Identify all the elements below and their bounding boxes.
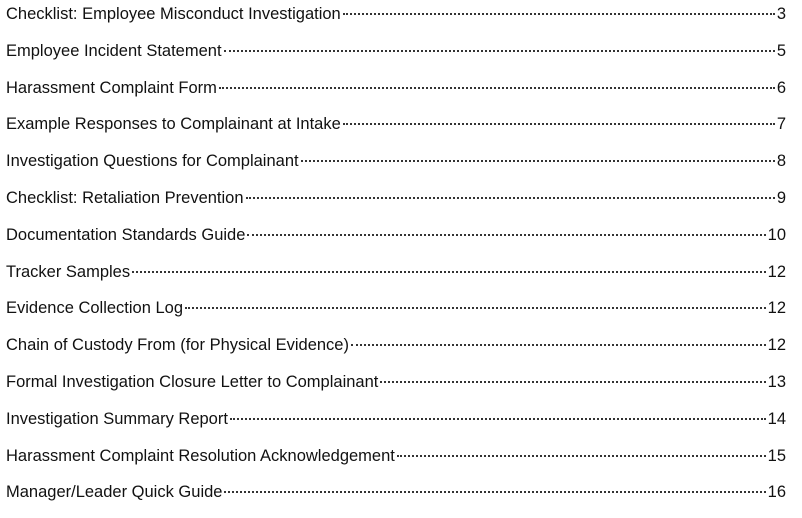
toc-entry-title: Checklist: Retaliation Prevention [6, 188, 244, 207]
toc-dot-leader [343, 123, 775, 125]
toc-dot-leader [246, 197, 775, 199]
toc-entry-title: Employee Incident Statement [6, 41, 222, 60]
toc-page-number: 14 [767, 409, 786, 428]
toc-entry-title: Tracker Samples [6, 262, 131, 281]
toc-page-number: 15 [767, 446, 786, 465]
toc-entry-title: Manager/Leader Quick Guide [6, 483, 223, 502]
toc-entry[interactable] [6, 224, 786, 261]
toc-entry[interactable] [6, 187, 786, 224]
toc-page-number: 10 [767, 225, 786, 244]
toc-entry[interactable] [6, 261, 786, 298]
toc-page-number: 5 [776, 41, 786, 60]
toc-entry[interactable] [6, 371, 786, 408]
toc-dot-leader [230, 418, 766, 420]
toc-dot-leader [224, 491, 765, 493]
toc-entry-title: Chain of Custody From (for Physical Evidence) [6, 336, 349, 355]
toc-entry-title: Formal Investigation Closure Letter to Complainant [6, 372, 379, 391]
toc-entry[interactable] [6, 334, 786, 371]
toc-dot-leader [185, 307, 766, 309]
toc-entry[interactable] [6, 445, 786, 482]
toc-entry[interactable] [6, 408, 786, 445]
toc-entry-title: Harassment Complaint Resolution Acknowledgement [6, 446, 395, 465]
toc-entry[interactable] [6, 3, 786, 40]
toc-page-number: 3 [776, 5, 786, 23]
toc-page-number: 16 [767, 483, 786, 502]
toc-page-number: 13 [767, 372, 786, 391]
toc-entry[interactable] [6, 113, 786, 150]
toc-dot-leader [380, 381, 765, 383]
toc-entry-title: Checklist: Employee Misconduct Investigation [6, 5, 341, 23]
toc-entry[interactable] [6, 297, 786, 334]
toc-page-number: 12 [767, 262, 786, 281]
table-of-contents [6, 3, 786, 518]
toc-page-number: 7 [776, 115, 786, 134]
toc-dot-leader [219, 87, 775, 89]
toc-entry[interactable] [6, 150, 786, 187]
toc-page-number: 8 [776, 152, 786, 171]
toc-dot-leader [397, 455, 766, 457]
toc-page-number: 12 [767, 299, 786, 318]
toc-entry-title: Investigation Summary Report [6, 409, 228, 428]
toc-dot-leader [224, 50, 775, 52]
toc-entry[interactable] [6, 40, 786, 77]
toc-entry[interactable] [6, 77, 786, 114]
toc-dot-leader [343, 13, 775, 15]
toc-page-number: 9 [776, 188, 786, 207]
toc-entry-title: Documentation Standards Guide [6, 225, 246, 244]
toc-dot-leader [247, 234, 765, 236]
toc-page-number: 12 [767, 336, 786, 355]
toc-page-number: 6 [776, 78, 786, 97]
toc-entry-title: Investigation Questions for Complainant [6, 152, 299, 171]
toc-entry[interactable] [6, 481, 786, 518]
toc-dot-leader [351, 344, 766, 346]
toc-entry-title: Example Responses to Complainant at Intake [6, 115, 341, 134]
toc-dot-leader [132, 271, 766, 273]
toc-entry-title: Harassment Complaint Form [6, 78, 217, 97]
toc-dot-leader [301, 160, 775, 162]
toc-entry-title: Evidence Collection Log [6, 299, 184, 318]
